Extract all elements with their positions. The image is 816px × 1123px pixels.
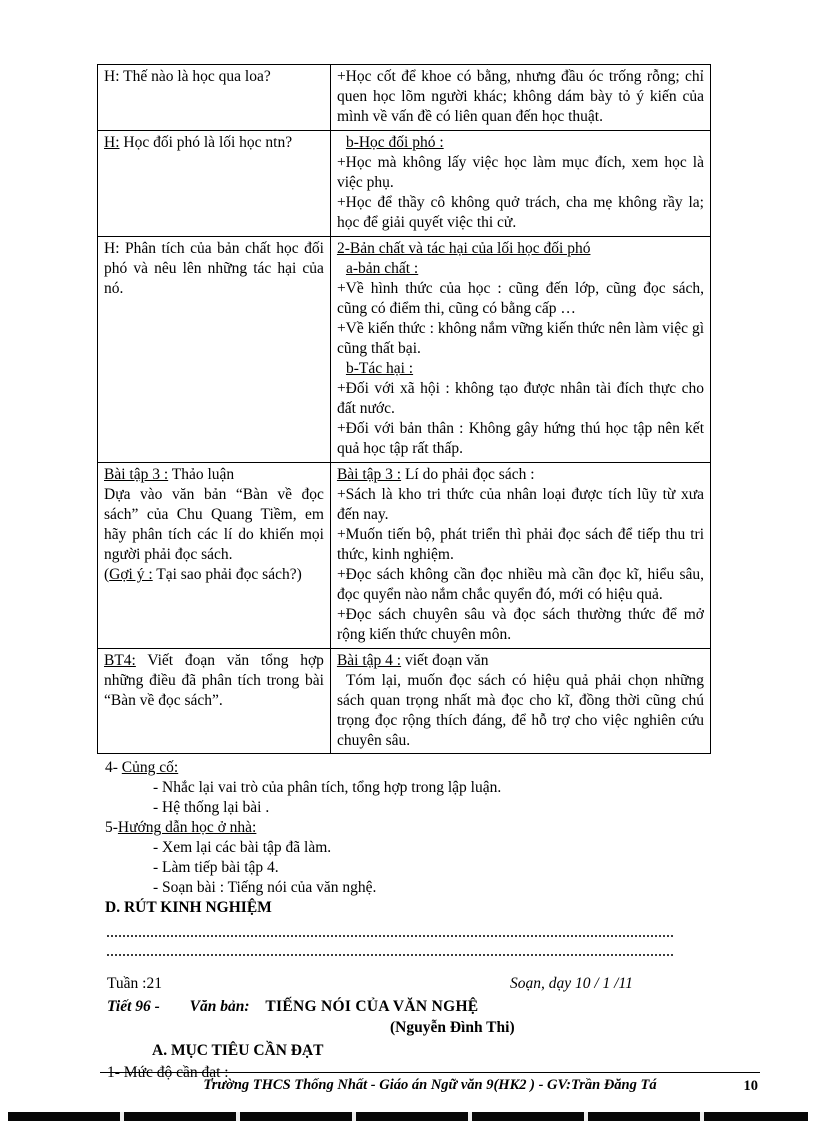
table-row	[98, 648, 711, 754]
paragraph	[337, 319, 704, 359]
scan-artifact-bar	[8, 1112, 808, 1121]
lesson-number: Tiết 96 -	[107, 998, 160, 1016]
week-label: Tuần :21	[107, 975, 162, 993]
text-segment: H: Thế nào là học qua loa?	[104, 68, 271, 85]
dotted-fill-line	[107, 922, 673, 937]
text-segment: Học đối phó là lối học ntn?	[119, 133, 293, 151]
text-segment: H:	[104, 133, 120, 151]
closing-line	[105, 758, 717, 778]
answer-cell	[330, 648, 710, 754]
question-cell	[98, 130, 331, 236]
table-row	[98, 65, 711, 131]
closing-line	[153, 838, 717, 858]
text-segment: 2-Bản chất và tác hại của lối học đối phó	[336, 239, 591, 257]
text-segment: Tóm lại, muốn đọc sách có hiệu quả phải chọn những sách quan trọng nhất mà đọc cho kĩ, đồng thời cũng chú trọng đọc rộng thích đáng, để hỗ trợ cho việc nghiên cứu chuyên sâu.	[336, 671, 704, 749]
soan-date: Soạn, dạy 10 / 1 /11	[510, 975, 633, 993]
paragraph	[337, 605, 704, 645]
question-cell	[98, 462, 331, 648]
question-cell	[98, 648, 331, 754]
lesson-author: (Nguyễn Đình Thi)	[390, 1019, 515, 1037]
paragraph	[337, 239, 704, 259]
table-row	[98, 236, 711, 462]
paragraph	[337, 153, 704, 193]
text-segment: +Đối với xã hội : không tạo được nhân tài đích thực cho đất nước.	[336, 379, 704, 417]
lesson-table-body	[98, 65, 711, 754]
text-segment: 4-	[105, 759, 122, 777]
question-cell	[98, 65, 331, 131]
text-segment: Viết đoạn văn tổng hợp những điều đã phân tích trong bài “Bàn về đọc sách”.	[104, 651, 324, 709]
text-segment: - Làm tiếp bài tập 4.	[153, 859, 279, 877]
text-segment: (	[104, 565, 110, 583]
paragraph	[337, 193, 704, 233]
text-segment: +Đọc sách chuyên sâu và đọc sách thường thức để mở rộng kiến thức chuyên môn.	[336, 605, 704, 643]
closing-line	[153, 798, 717, 818]
text-segment: +Về hình thức của học : cũng đến lớp, cũng đọc sách, cũng có điểm thi, cũng có bằng cấp …	[336, 279, 704, 317]
closing-line	[153, 778, 717, 798]
text-segment: H: Phân tích của bản chất học đối phó và nêu lên những tác hại của nó.	[104, 239, 324, 297]
answer-cell	[330, 65, 710, 131]
text-segment: Bài tập 4 :	[336, 651, 402, 669]
text-segment: b-Học đối phó :	[345, 133, 444, 151]
paragraph	[104, 239, 324, 299]
paragraph	[104, 465, 324, 485]
text-segment: - Soạn bài : Tiếng nói của văn nghệ.	[153, 879, 377, 897]
week-row	[107, 974, 707, 996]
closing-line	[105, 818, 717, 838]
paragraph	[337, 359, 704, 379]
text-segment: +Học cốt để khoe có bằng, nhưng đầu óc trống rỗng; chỉ quen học lõm người khác; không dám bày tỏ ý kiến của mình về vấn đề có liên quan đến học thuật.	[336, 68, 704, 125]
text-segment: - Hệ thống lại bài .	[153, 799, 270, 817]
paragraph	[337, 671, 704, 751]
text-segment: a-bản chất :	[345, 259, 419, 277]
table-row	[98, 462, 711, 648]
text-segment: 5-	[105, 819, 118, 837]
van-ban-label: Văn bản:	[189, 998, 250, 1016]
text-segment: b-Tác hại :	[345, 359, 414, 377]
text-segment: Bài tập 3 :	[104, 465, 169, 483]
lesson-title-row	[107, 997, 707, 1017]
text-segment: Dựa vào văn bản “Bàn về đọc sách” của Chu Quang Tiềm, em hãy phân tích các lí do khiến mọi người phải đọc sách.	[104, 485, 324, 563]
paragraph	[337, 485, 704, 525]
closing-section	[105, 758, 717, 918]
dotted-fill-line	[107, 941, 673, 956]
paragraph	[104, 133, 324, 153]
paragraph	[337, 419, 704, 459]
paragraph	[337, 565, 704, 605]
text-segment: Thảo luận	[168, 465, 235, 483]
closing-line	[153, 878, 717, 898]
paragraph	[104, 67, 324, 87]
lesson-title: TIẾNG NÓI CỦA VĂN NGHỆ	[265, 998, 479, 1016]
paragraph	[337, 133, 704, 153]
text-segment: viết đoạn văn	[401, 651, 489, 669]
paragraph	[337, 259, 704, 279]
text-segment: BT4:	[104, 651, 136, 669]
text-segment: - Xem lại các bài tập đã làm.	[153, 839, 332, 857]
text-segment: D. RÚT KINH NGHIỆM	[105, 899, 272, 917]
closing-line	[153, 858, 717, 878]
paragraph	[104, 651, 324, 711]
paragraph	[337, 525, 704, 565]
text-segment: Gợi ý :	[109, 565, 153, 583]
text-segment: +Đọc sách không cần đọc nhiều mà cần đọc kĩ, hiểu sâu, đọc quyển nào nắm chắc quyển đó, mới có hiệu quả.	[336, 565, 704, 603]
text-segment: +Học mà không lấy việc học làm mục đích, xem học là việc phụ.	[336, 153, 704, 191]
paragraph	[104, 565, 324, 585]
paragraph	[337, 67, 704, 127]
paragraph	[337, 279, 704, 319]
lesson-table	[97, 64, 711, 754]
page-footer	[100, 1072, 760, 1095]
text-segment: +Về kiến thức : không nắm vững kiến thức nên làm việc gì cũng thất bại.	[336, 319, 704, 357]
text-segment: Hướng dẫn học ở nhà:	[117, 819, 257, 837]
answer-cell	[330, 236, 710, 462]
text-segment: - Nhắc lại vai trò của phân tích, tổng hợp trong lập luận.	[153, 779, 502, 797]
section-a-heading: A. MỤC TIÊU CẦN ĐẠT	[152, 1042, 324, 1060]
paragraph	[337, 379, 704, 419]
table-row	[98, 130, 711, 236]
text-segment: Củng cố:	[121, 759, 179, 777]
text-segment: Bài tập 3 :	[336, 465, 402, 483]
text-segment: +Muốn tiến bộ, phát triển thì phải đọc sách để tiếp thu tri thức, kinh nghiệm.	[336, 525, 704, 563]
text-segment: +Sách là kho tri thức của nhân loại được tích lũy từ xưa đến nay.	[336, 485, 704, 523]
footer-text: Trường THCS Thống Nhất - Giáo án Ngữ văn 9(HK2 ) - GV:Trần Đăng Tá	[203, 1077, 657, 1094]
text-segment: Lí do phải đọc sách :	[401, 465, 535, 483]
closing-line	[105, 898, 717, 918]
next-lesson-header	[107, 974, 707, 1083]
answer-cell	[330, 462, 710, 648]
muc-do-line: 1- Mức độ cần đạt :	[107, 1064, 229, 1082]
paragraph	[337, 651, 704, 671]
text-segment: Tại sao phải đọc sách?)	[152, 565, 302, 583]
answer-cell	[330, 130, 710, 236]
text-segment: +Học để thầy cô không quở trách, cha mẹ không rầy la; học để giải quyết việc thi cử.	[336, 193, 704, 231]
paragraph	[337, 465, 704, 485]
page-number: 10	[743, 1078, 758, 1095]
paragraph	[104, 485, 324, 565]
question-cell	[98, 236, 331, 462]
text-segment: +Đối với bản thân : Không gây hứng thú học tập nên kết quả học tập rất thấp.	[336, 419, 704, 457]
